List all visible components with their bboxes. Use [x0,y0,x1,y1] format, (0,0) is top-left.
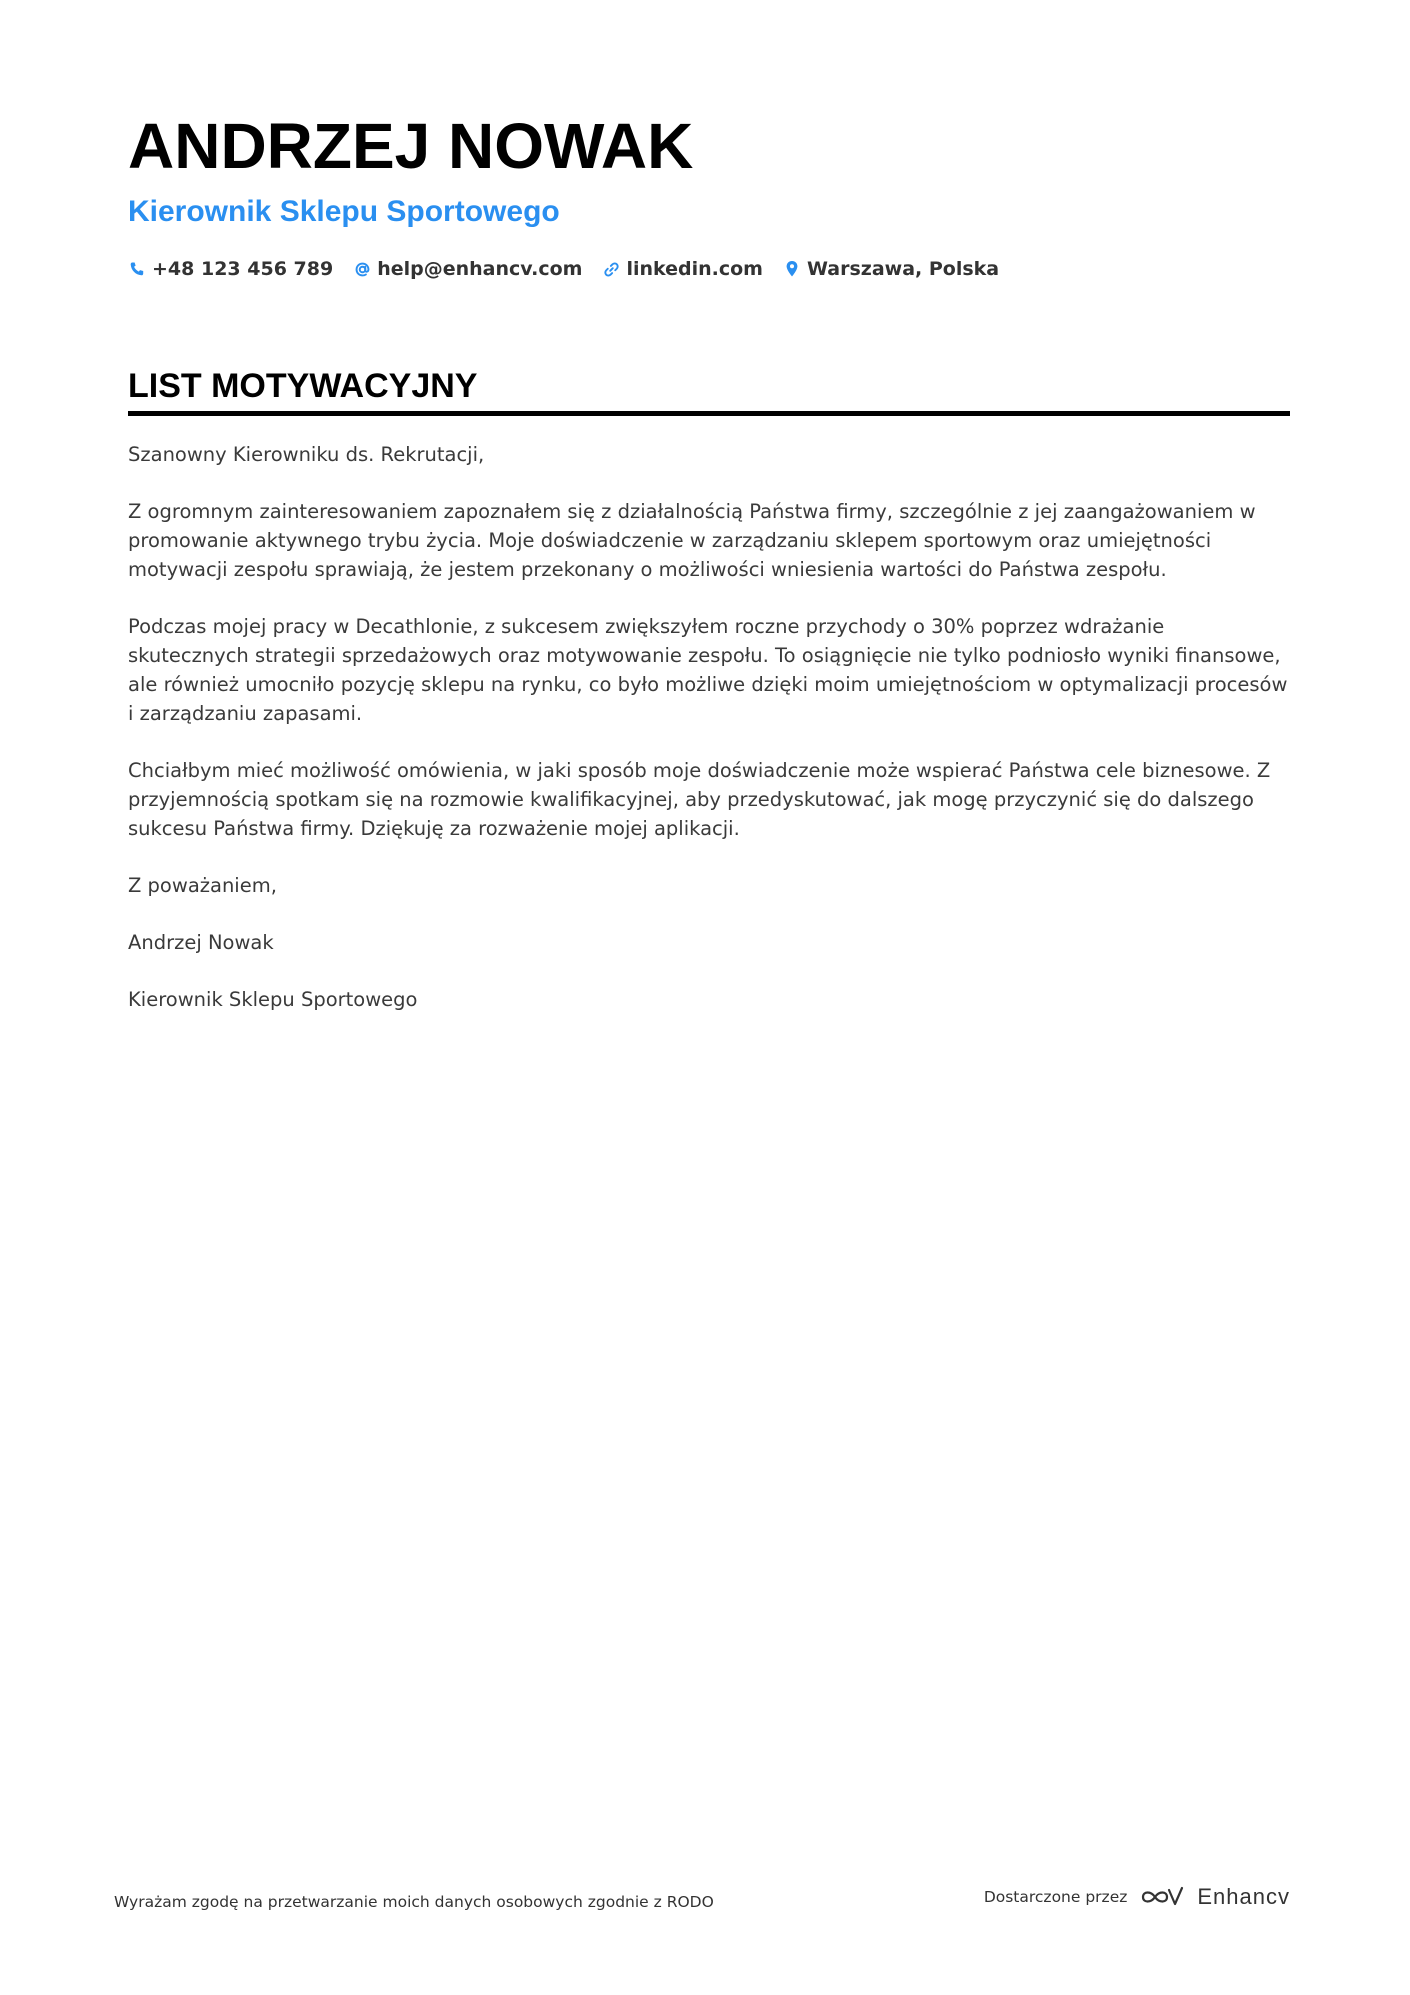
phone-icon [128,260,146,278]
signature-title: Kierownik Sklepu Sportowego [128,988,418,1011]
contact-location [783,258,999,280]
link-icon [602,260,620,278]
powered-by [984,1884,1290,1910]
letter-body [128,440,1288,1042]
closing-phrase: Z poważaniem, [128,874,277,897]
contact-linkedin [602,258,763,280]
contact-phone [128,258,333,280]
paragraph-closing: Chciałbym mieć możliwość omówienia, w jaki sposób moje doświadczenie może wspierać Państwa cele biznesowe. Z przyjemnością spotkam się na rozmowie kwalifikacyjnej, aby przedyskutować, jak mogę przyczynić się do dalszego sukcesu Państwa firmy. Dziękuję za rozważenie mojej aplikacji. [128,759,1271,840]
contact-bar [128,258,1288,280]
section-title: LIST MOTYWACYJNY [128,367,478,405]
enhancv-logo-icon [1139,1884,1185,1910]
powered-by-label: Dostarczone przez [983,1888,1128,1906]
linkedin-text[interactable]: linkedin.com [626,258,763,280]
greeting: Szanowny Kierowniku ds. Rekrutacji, [128,443,485,466]
location-text: Warszawa, Polska [806,258,1000,280]
job-title: Kierownik Sklepu Sportowego [128,195,560,228]
map-pin-icon [783,260,801,278]
at-icon [353,260,371,278]
contact-email [353,258,582,280]
email-text[interactable]: help@enhancv.com [377,258,583,280]
section-divider [128,411,1290,416]
signature-name: Andrzej Nowak [128,931,274,954]
paragraph-achievement: Podczas mojej pracy w Decathlonie, z sukcesem zwiększyłem roczne przychody o 30% poprzez wdrażanie skutecznych strategii sprzedażowych oraz motywowanie zespołu. To osiągnięcie nie tylko podniosło wyniki finansowe, ale również umocniło pozycję sklepu na rynku, co było możliwe dzięki moim umiejętnościom w optymalizacji procesów i zarządzaniu zapasami. [128,615,1288,725]
paragraph-intro: Z ogromnym zainteresowaniem zapoznałem się z działalnością Państwa firmy, szczególnie z jej zaangażowaniem w promowanie aktywnego trybu życia. Moje doświadczenie w zarządzaniu sklepem sportowym oraz umiejętności motywacji zespołu sprawiają, że jestem przekonany o możliwości wniesienia wartości do Państwa zespołu. [128,500,1256,581]
applicant-name: ANDRZEJ NOWAK [128,110,694,182]
brand-name[interactable]: Enhancv [1197,1884,1290,1909]
phone-text: +48 123 456 789 [152,258,334,280]
header [128,108,1288,280]
section-header [128,365,1290,416]
gdpr-consent: Wyrażam zgodę na przetwarzanie moich danych osobowych zgodnie z RODO [114,1893,714,1911]
